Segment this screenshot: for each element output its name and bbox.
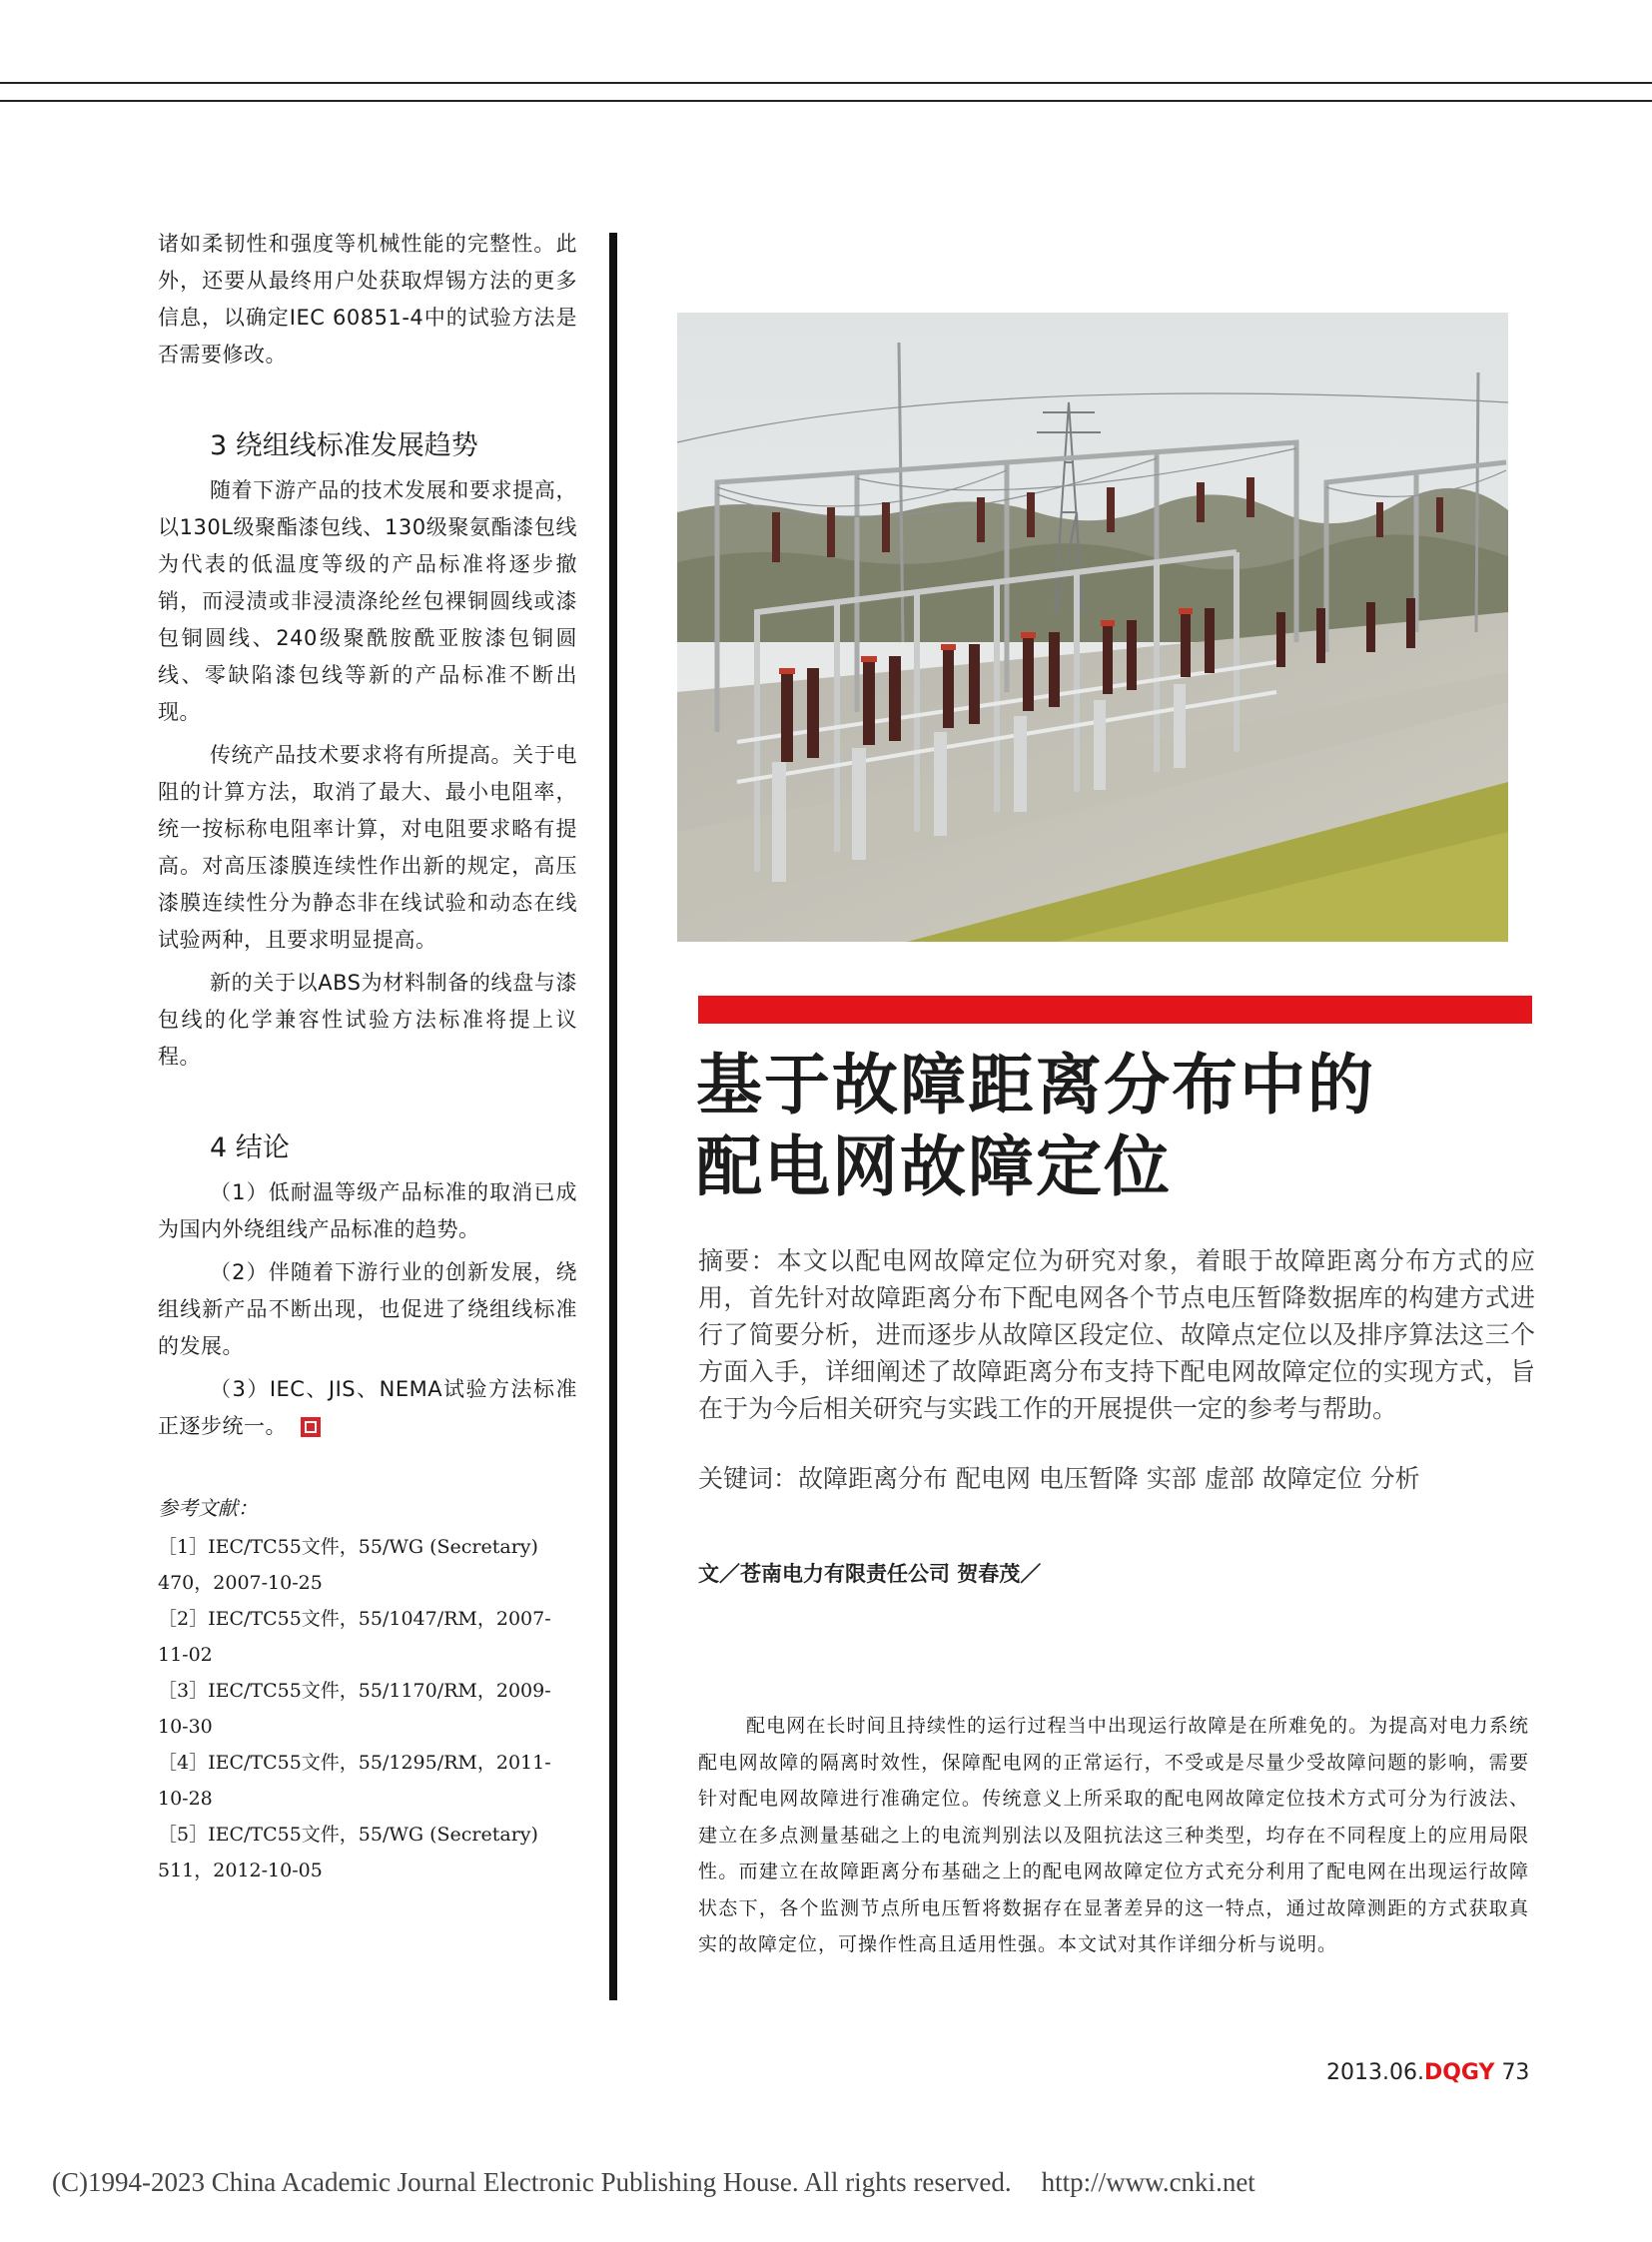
section-3-paragraph-3: 新的关于以ABS为材料制备的线盘与漆包线的化学兼容性试验方法标准将提上议程。 [158,971,577,1069]
abstract: 摘要：本文以配电网故障定位为研究对象，着眼于故障距离分布方式的应用，首先针对故障距离分布下配电网各个节点电压暂降数据库的构建方式进行了简要分析，进而逐步从故障区段定位、故障点定位以及排序算法这三个方面入手，详细阐述了故障距离分布支持下配电网故障定位的实现方式，旨在于为今后相关研究与实践工作的开展提供一定的参考与帮助。 [698,1246,1535,1423]
reference-item: ［3］IEC/TC55文件，55/1170/RM，2009-10-30 [158,1680,551,1738]
conclusion-item-2: （2）伴随着下游行业的创新发展，绕组线新产品不断出现，也促进了绕组线标准的发展。 [158,1260,577,1358]
references [158,1491,577,1888]
header-rule-top [0,82,1652,84]
conclusion-item-3-text: （3）IEC、JIS、NEMA试验方法标准正逐步统一。 [158,1377,577,1438]
article-body: 配电网在长时间且持续性的运行过程当中出现运行故障是在所难免的。为提高对电力系统配电网故障的隔离时效性，保障配电网的正常运行，不受或是尽量少受故障问题的影响，需要针对配电网故障进行准确定位。传统意义上所采取的配电网故障定位技术方式可分为行波法、建立在多点测量基础之上的电流判别法以及阻抗法这三种类型，均存在不同程度上的应用局限性。而建立在故障距离分布基础之上的配电网故障定位方式充分利用了配电网在出现运行故障状态下，各个监测节点所电压暂将数据存在显著差异的这一特点，通过故障测距的方式获取真实的故障定位，可操作性高且适用性强。本文试对其作详细分析与说明。 [698,1715,1529,1955]
article-title [696,1045,1555,1208]
page-number: 73 [1501,2060,1530,2085]
reference-item: ［2］IEC/TC55文件，55/1047/RM，2007-11-02 [158,1608,551,1666]
conclusion-item-3 [158,1371,577,1445]
keywords: 关键词：故障距离分布 配电网 电压暂降 实部 虚部 故障定位 分析 [698,1464,1420,1493]
article-title-line-1: 基于故障距离分布中的 [696,1047,1375,1123]
continued-paragraph: 诸如柔韧性和强度等机械性能的完整性。此外，还要从最终用户处获取焊锡方法的更多信息，以确定IEC 60851-4中的试验方法是否需要修改。 [158,232,577,367]
header-rule-bottom [0,100,1652,102]
conclusion-item-1: （1）低耐温等级产品标准的取消已成为国内外绕组线产品标准的趋势。 [158,1180,577,1241]
title-accent-bar [698,996,1532,1024]
section-4-heading: 4 结论 [210,1132,290,1163]
left-column [158,226,577,1888]
substation-photo [677,313,1508,942]
column-divider [609,233,617,2000]
copyright-text: (C)1994-2023 China Academic Journal Electronic Publishing House. All rights reserved. [52,2167,1012,2197]
end-mark-icon [301,1417,321,1437]
references-title: 参考文献： [158,1496,258,1520]
section-3-paragraph-2: 传统产品技术要求将有所提高。关于电阻的计算方法，取消了最大、最小电阻率，统一按标称电阻率计算，对电阻要求略有提高。对高压漆膜连续性作出新的规定，高压漆膜连续性分为静态非在线试验和动态在线试验两种，且要求明显提高。 [158,743,577,952]
copyright-notice [52,2167,1255,2198]
reference-item: ［1］IEC/TC55文件，55/WG (Secretary) 470，2007-10-25 [158,1536,538,1594]
section-3-paragraph-1: 随着下游产品的技术发展和要求提高，以130L级聚酯漆包线、130级聚氨酯漆包线为代表的低温度等级的产品标准将逐步撤销，而浸渍或非浸渍涤纶丝包裸铜圆线或漆包铜圆线、240级聚酰胺酰亚胺漆包铜圆线、零缺陷漆包线等新的产品标准不断出现。 [158,478,577,724]
page-footer [1326,2060,1529,2085]
author-byline: 文／苍南电力有限责任公司 贺春茂／ [698,1562,1042,1586]
issue-date: 2013.06. [1326,2060,1424,2085]
reference-item: ［4］IEC/TC55文件，55/1295/RM，2011-10-28 [158,1752,551,1810]
journal-brand: DQGY [1423,2060,1495,2085]
copyright-url: http://www.cnki.net [1041,2167,1255,2197]
article-title-line-2: 配电网故障定位 [696,1128,1172,1205]
section-3-heading: 3 绕组线标准发展趋势 [210,430,478,461]
reference-item: ［5］IEC/TC55文件，55/WG (Secretary) 511，2012-10-05 [158,1824,538,1881]
